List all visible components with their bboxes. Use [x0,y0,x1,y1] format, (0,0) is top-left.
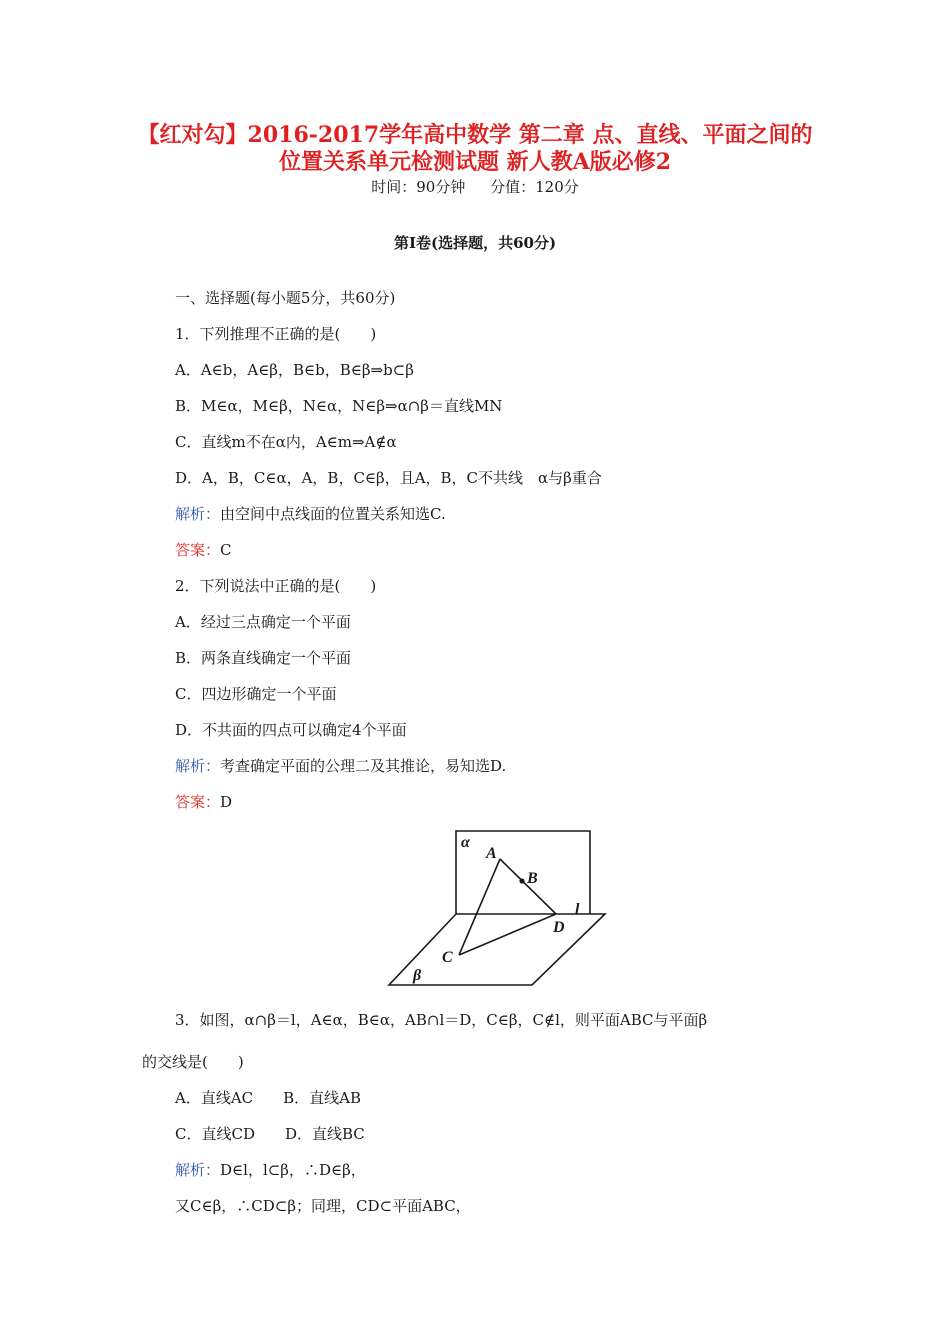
label-c: C [442,949,453,966]
q2-option-c: C．四边形确定一个平面 [175,685,337,703]
q1-option-b: B．M∈α，M∈β，N∈α，N∈β⇒α∩β＝直线MN [175,397,503,415]
answer-label: 答案： [175,793,221,811]
label-beta: β [413,967,422,984]
total-score: 分值：120分 [490,178,579,196]
label-b: B [527,870,538,887]
q3-analysis-text-1: D∈l，l⊂β，∴D∈β， [220,1161,366,1179]
section-title: 第Ⅰ卷(选择题，共60分) [393,234,557,252]
time-limit: 时间：90分钟 [371,178,466,196]
q3-option-c: C．直线CD [175,1125,255,1143]
analysis-label: 解析： [175,1161,221,1179]
label-l: l [575,901,580,918]
q2-option-a: A．经过三点确定一个平面 [175,613,351,631]
q3-analysis-line-2: 又C∈β，∴CD⊂β；同理，CD⊂平面ABC， [175,1197,471,1215]
doc-title-line-1: 【红对勾】2016-2017学年高中数学 第二章 点、直线、平面之间的 [137,122,813,148]
q2-option-d: D．不共面的四点可以确定4个平面 [175,721,407,739]
answer-label: 答案： [175,541,221,559]
point-b [519,878,524,883]
doc-title-line-2: 位置关系单元检测试题 新人教A版必修2 [278,149,672,175]
q3-option-a: A．直线AC [175,1089,254,1107]
q3-options-row-1 [175,1088,361,1108]
label-a: A [486,845,497,862]
part-heading: 一、选择题(每小题5分，共60分) [175,289,396,307]
q2-answer-text: D [220,793,233,811]
analysis-label: 解析： [175,757,221,775]
analysis-label: 解析： [175,505,221,523]
q2-stem: 2．下列说法中正确的是( ) [175,577,377,595]
plane-alpha-outline [456,831,590,914]
plane-beta-outline [389,914,605,985]
q3-option-d: D．直线BC [284,1125,365,1143]
q1-option-d: D．A，B，C∈α，A，B，C∈β，且A，B，C不共线 α与β重合 [175,469,602,487]
label-alpha: α [461,834,470,851]
q2-analysis-text: 考查确定平面的公理二及其推论，易知选D. [220,757,507,775]
q2-option-b: B．两条直线确定一个平面 [175,649,352,667]
q1-option-c: C．直线m不在α内，A∈m⇒A∉α [175,433,397,451]
q1-analysis-text: 由空间中点线面的位置关系知选C. [220,505,446,523]
q1-stem: 1．下列推理不正确的是( ) [175,325,377,343]
q3-analysis-line-1 [175,1160,366,1180]
q3-stem-line-1: 3．如图，α∩β＝l，A∈α，B∈α，AB∩l＝D，C∈β，C∉l，则平面ABC与平面β [175,1011,708,1029]
label-d: D [553,919,565,936]
q3-options-row-2 [175,1124,365,1144]
q3-option-b: B．直线AB [283,1089,362,1107]
q3-stem-line-2: 的交线是( ) [142,1053,244,1071]
q1-option-a: A．A∈b，A∈β，B∈b，B∈β⇒b⊂β [175,361,414,379]
q1-answer-text: C [220,541,232,559]
